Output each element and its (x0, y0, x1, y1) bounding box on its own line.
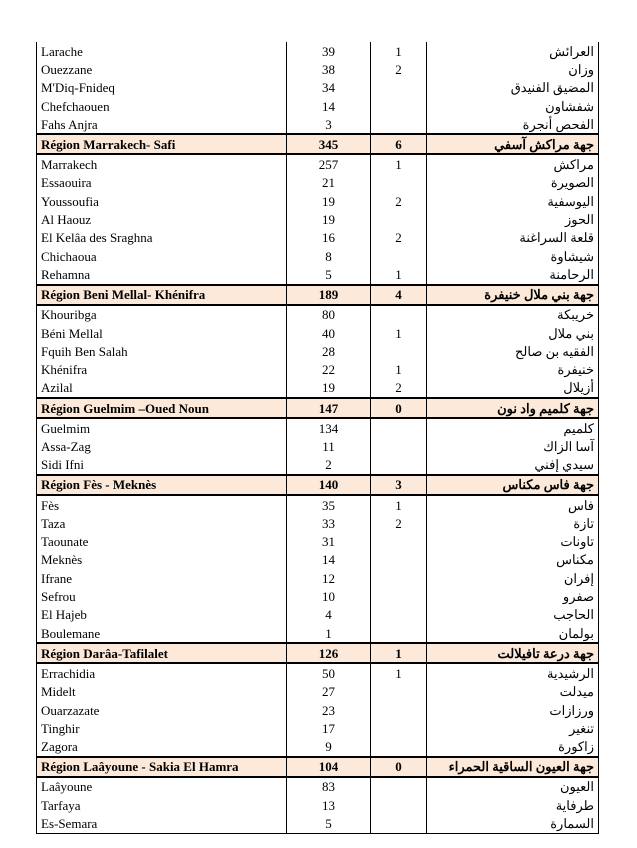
name-ar-cell: الرشيدية (427, 663, 599, 682)
name-fr-cell: Boulemane (37, 624, 287, 643)
name-ar-cell: تنغير (427, 719, 599, 737)
count-primary-cell: 27 (287, 683, 371, 701)
region-count-primary-cell: 345 (287, 134, 371, 154)
region-row (37, 475, 599, 495)
region-name-ar-cell: جهة كلميم واد نون (427, 398, 599, 418)
region-name-ar-cell: جهة درعة تافيلالت (427, 643, 599, 663)
count-primary-cell: 80 (287, 305, 371, 324)
count-primary-cell: 22 (287, 360, 371, 378)
count-primary-cell: 28 (287, 342, 371, 360)
name-ar-cell: الصويرة (427, 174, 599, 192)
table-row (37, 305, 599, 324)
count-primary-cell: 83 (287, 777, 371, 796)
name-fr-cell: Meknès (37, 551, 287, 569)
table-row (37, 210, 599, 228)
table-row (37, 115, 599, 134)
count-secondary-cell: 2 (371, 514, 427, 532)
table-row (37, 379, 599, 398)
count-secondary-cell (371, 814, 427, 833)
count-primary-cell: 34 (287, 79, 371, 97)
name-fr-cell: El Hajeb (37, 606, 287, 624)
name-ar-cell: خريبكة (427, 305, 599, 324)
name-ar-cell: آسا الزاك (427, 437, 599, 455)
table-row (37, 796, 599, 814)
name-fr-cell: Fahs Anjra (37, 115, 287, 134)
name-fr-cell: Tinghir (37, 719, 287, 737)
region-count-primary-cell: 104 (287, 757, 371, 777)
count-secondary-cell (371, 533, 427, 551)
table-row (37, 551, 599, 569)
statistics-table (36, 42, 599, 834)
table-row (37, 247, 599, 265)
count-secondary-cell (371, 569, 427, 587)
name-ar-cell: كلميم (427, 418, 599, 437)
count-secondary-cell (371, 418, 427, 437)
count-secondary-cell (371, 777, 427, 796)
count-primary-cell: 11 (287, 437, 371, 455)
name-ar-cell: مراكش (427, 154, 599, 173)
count-secondary-cell (371, 624, 427, 643)
count-primary-cell: 38 (287, 60, 371, 78)
region-name-fr-cell: Région Darâa-Tafilalet (37, 643, 287, 663)
name-fr-cell: Khénifra (37, 360, 287, 378)
table-row (37, 265, 599, 284)
count-secondary-cell: 2 (371, 60, 427, 78)
region-row (37, 398, 599, 418)
count-primary-cell: 5 (287, 814, 371, 833)
region-row (37, 643, 599, 663)
name-fr-cell: Youssoufia (37, 192, 287, 210)
count-primary-cell: 50 (287, 663, 371, 682)
count-secondary-cell (371, 342, 427, 360)
region-name-fr-cell: Région Fès - Meknès (37, 475, 287, 495)
name-fr-cell: M'Diq-Fnideq (37, 79, 287, 97)
name-ar-cell: إفران (427, 569, 599, 587)
count-secondary-cell (371, 174, 427, 192)
region-name-fr-cell: Région Beni Mellal- Khénifra (37, 285, 287, 305)
region-count-primary-cell: 147 (287, 398, 371, 418)
table-row (37, 192, 599, 210)
table-row (37, 360, 599, 378)
name-fr-cell: Taounate (37, 533, 287, 551)
region-count-secondary-cell: 1 (371, 643, 427, 663)
name-ar-cell: بولمان (427, 624, 599, 643)
count-primary-cell: 3 (287, 115, 371, 134)
table-row (37, 777, 599, 796)
count-secondary-cell (371, 305, 427, 324)
count-secondary-cell (371, 247, 427, 265)
table-row (37, 154, 599, 173)
name-fr-cell: Al Haouz (37, 210, 287, 228)
name-fr-cell: Larache (37, 42, 287, 60)
name-ar-cell: المضيق الفنيدق (427, 79, 599, 97)
count-secondary-cell (371, 79, 427, 97)
name-ar-cell: تاونات (427, 533, 599, 551)
table-row (37, 97, 599, 115)
name-ar-cell: الرحامنة (427, 265, 599, 284)
name-fr-cell: Ouarzazate (37, 701, 287, 719)
table-row (37, 514, 599, 532)
count-primary-cell: 9 (287, 738, 371, 757)
table-row (37, 719, 599, 737)
name-ar-cell: طرفاية (427, 796, 599, 814)
count-primary-cell: 13 (287, 796, 371, 814)
count-secondary-cell (371, 97, 427, 115)
name-ar-cell: السمارة (427, 814, 599, 833)
name-ar-cell: الفقيه بن صالح (427, 342, 599, 360)
name-fr-cell: Chefchaouen (37, 97, 287, 115)
name-ar-cell: سيدي إفني (427, 456, 599, 475)
count-primary-cell: 40 (287, 324, 371, 342)
name-fr-cell: Essaouira (37, 174, 287, 192)
name-fr-cell: Tarfaya (37, 796, 287, 814)
table-row (37, 342, 599, 360)
name-fr-cell: Zagora (37, 738, 287, 757)
count-secondary-cell (371, 719, 427, 737)
table-row (37, 324, 599, 342)
table-row (37, 738, 599, 757)
count-secondary-cell: 1 (371, 324, 427, 342)
name-ar-cell: أزيلال (427, 379, 599, 398)
count-secondary-cell: 1 (371, 663, 427, 682)
name-ar-cell: العرائش (427, 42, 599, 60)
name-fr-cell: Béni Mellal (37, 324, 287, 342)
table-row (37, 174, 599, 192)
count-primary-cell: 19 (287, 210, 371, 228)
region-count-secondary-cell: 0 (371, 757, 427, 777)
count-secondary-cell: 1 (371, 42, 427, 60)
name-ar-cell: الحوز (427, 210, 599, 228)
count-secondary-cell: 1 (371, 154, 427, 173)
table-row (37, 456, 599, 475)
region-name-fr-cell: Région Laâyoune - Sakia El Hamra (37, 757, 287, 777)
region-name-ar-cell: جهة بني ملال خنيفرة (427, 285, 599, 305)
table-row (37, 437, 599, 455)
count-primary-cell: 14 (287, 551, 371, 569)
count-secondary-cell: 2 (371, 229, 427, 247)
count-secondary-cell (371, 738, 427, 757)
count-secondary-cell (371, 701, 427, 719)
table-row (37, 814, 599, 833)
region-name-ar-cell: جهة العيون الساقية الحمراء (427, 757, 599, 777)
name-fr-cell: Es-Semara (37, 814, 287, 833)
name-ar-cell: خنيفرة (427, 360, 599, 378)
count-primary-cell: 2 (287, 456, 371, 475)
count-primary-cell: 257 (287, 154, 371, 173)
count-secondary-cell (371, 551, 427, 569)
name-fr-cell: Taza (37, 514, 287, 532)
name-ar-cell: اليوسفية (427, 192, 599, 210)
count-secondary-cell: 1 (371, 360, 427, 378)
name-ar-cell: شفشاون (427, 97, 599, 115)
count-secondary-cell: 2 (371, 379, 427, 398)
table-row (37, 663, 599, 682)
table-row (37, 701, 599, 719)
name-ar-cell: الحاجب (427, 606, 599, 624)
name-ar-cell: ورزازات (427, 701, 599, 719)
name-fr-cell: Azilal (37, 379, 287, 398)
name-fr-cell: Ifrane (37, 569, 287, 587)
count-secondary-cell (371, 796, 427, 814)
name-ar-cell: فاس (427, 495, 599, 514)
count-primary-cell: 23 (287, 701, 371, 719)
region-count-primary-cell: 189 (287, 285, 371, 305)
count-primary-cell: 10 (287, 587, 371, 605)
table-row (37, 606, 599, 624)
count-primary-cell: 21 (287, 174, 371, 192)
table-row (37, 418, 599, 437)
count-secondary-cell (371, 683, 427, 701)
name-fr-cell: Laâyoune (37, 777, 287, 796)
count-secondary-cell: 1 (371, 495, 427, 514)
count-primary-cell: 5 (287, 265, 371, 284)
count-primary-cell: 14 (287, 97, 371, 115)
name-ar-cell: مكناس (427, 551, 599, 569)
region-name-ar-cell: جهة مراكش آسفي (427, 134, 599, 154)
name-ar-cell: بني ملال (427, 324, 599, 342)
count-primary-cell: 33 (287, 514, 371, 532)
name-fr-cell: Sefrou (37, 587, 287, 605)
count-primary-cell: 4 (287, 606, 371, 624)
name-fr-cell: El Kelâa des Sraghna (37, 229, 287, 247)
name-fr-cell: Assa-Zag (37, 437, 287, 455)
name-fr-cell: Rehamna (37, 265, 287, 284)
count-primary-cell: 39 (287, 42, 371, 60)
region-name-fr-cell: Région Marrakech- Safi (37, 134, 287, 154)
region-name-fr-cell: Région Guelmim –Oued Noun (37, 398, 287, 418)
count-secondary-cell (371, 115, 427, 134)
count-secondary-cell (371, 210, 427, 228)
region-count-secondary-cell: 6 (371, 134, 427, 154)
table-row (37, 495, 599, 514)
table-row (37, 229, 599, 247)
table-row (37, 42, 599, 60)
count-primary-cell: 134 (287, 418, 371, 437)
table-row (37, 79, 599, 97)
count-primary-cell: 19 (287, 192, 371, 210)
count-secondary-cell (371, 437, 427, 455)
region-name-ar-cell: جهة فاس مكناس (427, 475, 599, 495)
name-fr-cell: Chichaoua (37, 247, 287, 265)
region-row (37, 134, 599, 154)
count-secondary-cell (371, 456, 427, 475)
count-primary-cell: 1 (287, 624, 371, 643)
name-ar-cell: تازة (427, 514, 599, 532)
table-row (37, 683, 599, 701)
region-row (37, 757, 599, 777)
region-count-primary-cell: 126 (287, 643, 371, 663)
table-row (37, 60, 599, 78)
count-primary-cell: 16 (287, 229, 371, 247)
name-ar-cell: قلعة السراغنة (427, 229, 599, 247)
name-ar-cell: ميدلت (427, 683, 599, 701)
name-fr-cell: Khouribga (37, 305, 287, 324)
region-row (37, 285, 599, 305)
table-row (37, 587, 599, 605)
count-primary-cell: 8 (287, 247, 371, 265)
region-count-primary-cell: 140 (287, 475, 371, 495)
name-fr-cell: Midelt (37, 683, 287, 701)
name-fr-cell: Marrakech (37, 154, 287, 173)
count-secondary-cell (371, 606, 427, 624)
name-ar-cell: وزان (427, 60, 599, 78)
region-count-secondary-cell: 0 (371, 398, 427, 418)
count-primary-cell: 35 (287, 495, 371, 514)
name-ar-cell: شيشاوة (427, 247, 599, 265)
name-fr-cell: Fquih Ben Salah (37, 342, 287, 360)
name-ar-cell: العيون (427, 777, 599, 796)
name-fr-cell: Errachidia (37, 663, 287, 682)
name-fr-cell: Sidi Ifni (37, 456, 287, 475)
table-row (37, 569, 599, 587)
name-ar-cell: صفرو (427, 587, 599, 605)
name-fr-cell: Fès (37, 495, 287, 514)
count-primary-cell: 31 (287, 533, 371, 551)
count-secondary-cell: 2 (371, 192, 427, 210)
region-count-secondary-cell: 4 (371, 285, 427, 305)
region-count-secondary-cell: 3 (371, 475, 427, 495)
table-body (37, 42, 599, 833)
count-secondary-cell: 1 (371, 265, 427, 284)
name-ar-cell: زاكورة (427, 738, 599, 757)
count-secondary-cell (371, 587, 427, 605)
name-fr-cell: Guelmim (37, 418, 287, 437)
name-ar-cell: الفحص أنجرة (427, 115, 599, 134)
table-row (37, 533, 599, 551)
count-primary-cell: 19 (287, 379, 371, 398)
table-row (37, 624, 599, 643)
count-primary-cell: 17 (287, 719, 371, 737)
name-fr-cell: Ouezzane (37, 60, 287, 78)
count-primary-cell: 12 (287, 569, 371, 587)
